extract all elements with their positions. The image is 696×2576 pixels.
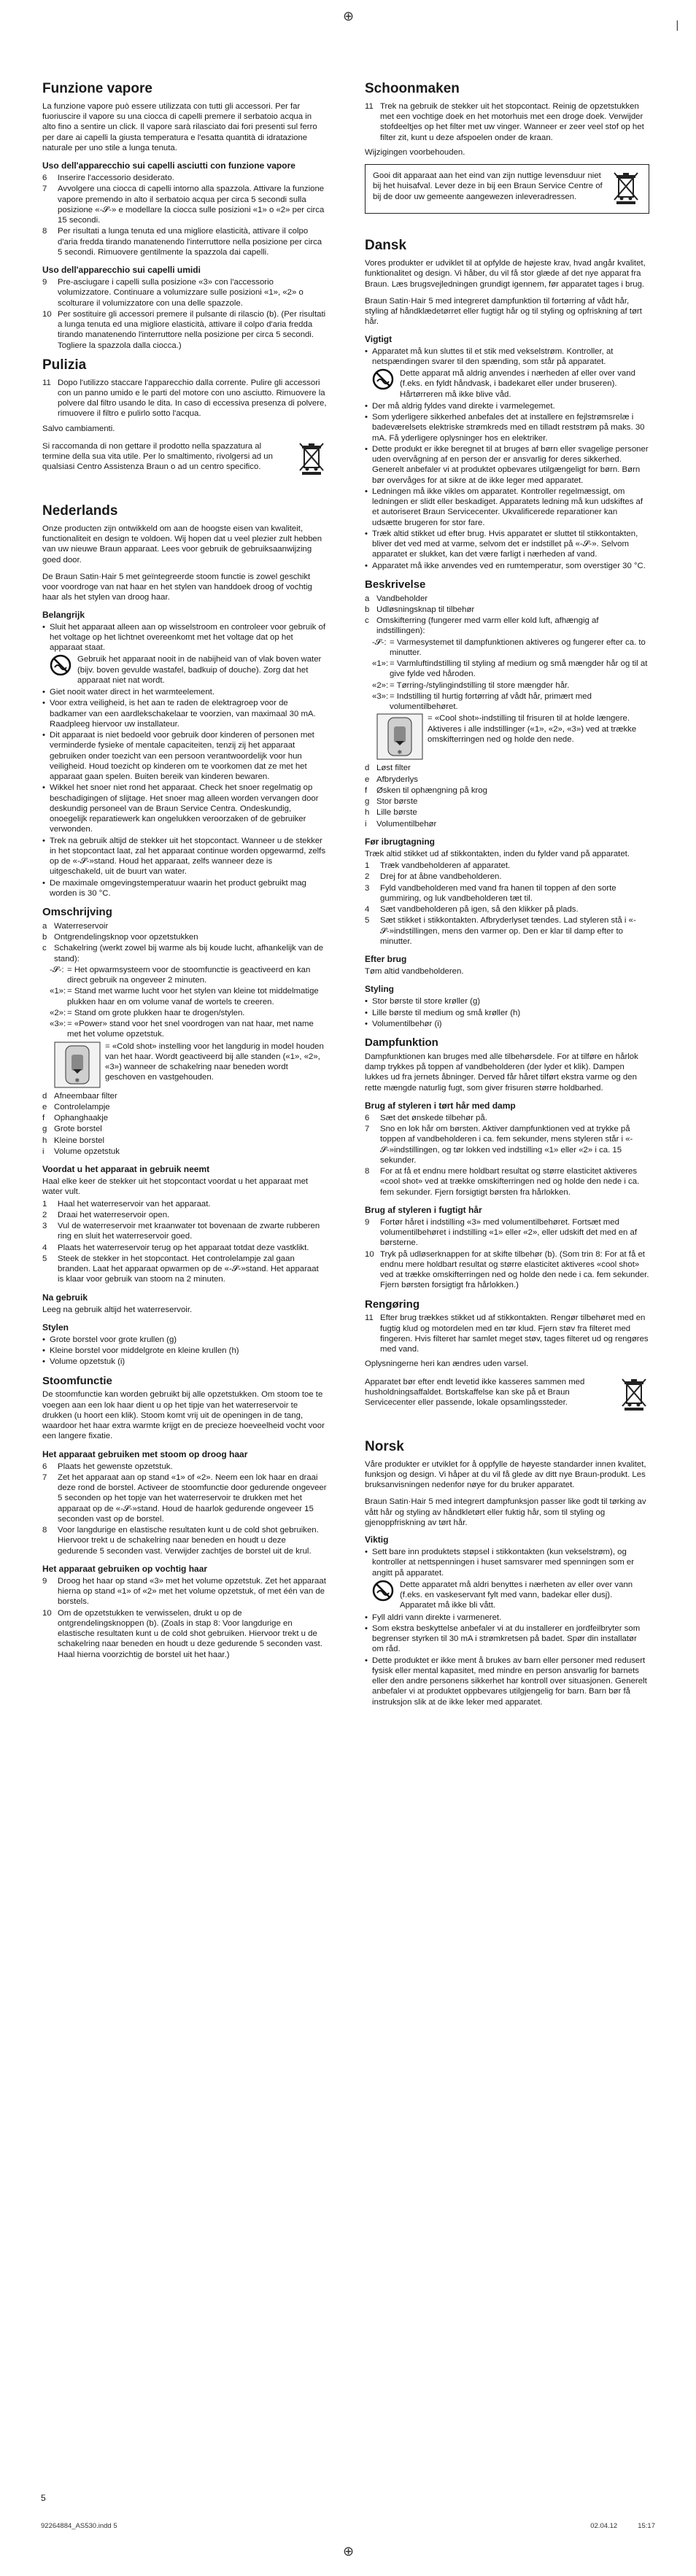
da-first-use-intro: Træk altid stikket ud af stikkontakten, inden du fylder vand på apparatet.	[365, 849, 630, 858]
description-item: a Waterreservoir	[42, 921, 109, 931]
svg-text:❄: ❄	[397, 749, 403, 756]
step-item: 6 Inserire l'accessorio desiderato.	[42, 174, 174, 182]
right-column	[365, 80, 649, 1708]
step-item: 9 Fortør håret i indstilling «3» med volumentilbehøret. Fortsæt med volumentilbehøret i indstilling «1» eller «2», eller udskift det med en af børsterne.	[365, 1217, 638, 1248]
da-steam-heading: Dampfunktion	[365, 1036, 438, 1049]
description-item: g Stor børste	[365, 797, 418, 806]
nl-styling-heading: Stylen	[42, 1322, 69, 1332]
nl-recycle-notice	[365, 164, 649, 214]
it-notice: Salvo cambiamenti.	[42, 424, 115, 433]
print-slug-time: 15:17	[638, 2522, 655, 2530]
description-item: i Volumentilbehør	[365, 819, 437, 829]
da-warning-text: Dette apparat må aldrig anvendes i nærheden af eller over vand (f.eks. en fyldt håndvask, i badekaret eller under bruseren). Hårtørreren må ikke blive våd.	[400, 369, 635, 399]
registration-mark-bottom: ⊕	[343, 2544, 355, 2559]
description-item: a Vandbeholder	[365, 594, 428, 603]
it-recycle-text: Si raccomanda di non gettare il prodotto nella spazzatura al termine della sua vita utile. Per lo smaltimento, rivolgersi ad un qualsiasi Centro Assistenza Braun o ad un centro specifico.	[42, 441, 273, 472]
description-item: h Kleine borstel	[42, 1136, 105, 1145]
section-title-it-cleaning: Pulizia	[42, 357, 87, 373]
setting-item: «2»: = Tørring-/stylingindstilling til store mængder hår.	[372, 680, 570, 690]
da-bullet: • Apparatet må ikke anvendes ved en rumtemperatur, som overstiger 30 °C.	[365, 561, 649, 571]
step-item: 10 Om de opzetstukken te verwisselen, drukt u op de ontgrendelingsknoppen (b). (Zoals in stap 8: Voor langdurige en elastische resultaten kunt u de cold shot gebruiken. Hiervoor trekt u de schakelring naar beneden en houdt u deze gedurende 5 seconden vast. Haal hierna voorzichtig de borstel uit het haar.)	[42, 1608, 322, 1659]
da-important-heading: Vigtigt	[365, 333, 393, 344]
print-slug-file: 92264884_AS530.indd 5	[41, 2522, 117, 2530]
step-item: 11 Trek na gebruik de stekker uit het stopcontact. Reinig de opzetstukken met een vochtige doek en het motorhuis met een droge doek. Verwijder stofdeeltjes op het filter met uw vinger. Wanneer er zeer veel stof op het filter zit, kunt u deze afspoelen onder de kraan.	[365, 101, 644, 142]
setting-item: «2»: = Stand om grote plukken haar te drogen/stylen.	[50, 1008, 245, 1017]
nl-styling-item: • Grote borstel voor grote krullen (g)	[42, 1335, 327, 1345]
da-wet-heading: Brug af styleren i fugtigt hår	[365, 1204, 482, 1215]
nl-styling-item: • Kleine borstel voor middelgrote en kleine krullen (h)	[42, 1346, 327, 1356]
it-wet-heading: Uso dell'apparecchio sui capelli umidi	[42, 265, 201, 275]
da-bullet: • Ledningen må ikke vikles om apparatet. Kontroller regelmæssigt, om ledningen er slidt eller beskadiget. Apparatets ledning må kun udskiftes af et autoriseret Braun Servicecenter. Ukvalificerede reparationer kan udsætte brugeren for stor fare.	[365, 486, 649, 528]
section-title-it-steam: Funzione vapore	[42, 81, 152, 96]
description-item: e Afbryderlys	[365, 775, 418, 784]
no-water-warning-icon	[372, 368, 395, 393]
da-wet-steps	[365, 1217, 649, 1291]
description-item: g Grote borstel	[42, 1125, 102, 1134]
step-item: 8 Per risultati a lunga tenuta ed una migliore elasticità, attivare il colpo d'aria fredda tirando manatenendo l'interruttore nella posizione per circa 5 secondi. Rimuovere gentilmente la spazzola dai capelli.	[42, 227, 322, 257]
da-bullet: • Der må aldrig fyldes vand direkte i varmelegemet.	[365, 401, 649, 411]
setting-item: «3»: = Indstilling til hurtig fortørring af vådt hår, primært med volumentilbehøret.	[372, 691, 592, 711]
nl-first-use-intro: Haal elke keer de stekker uit het stopcontact voordat u het apparaat met water vult.	[42, 1177, 309, 1197]
step-item: 2 Drej for at åbne vandbeholderen.	[365, 872, 502, 882]
step-item: 1 Træk vandbeholderen af apparatet.	[365, 861, 511, 870]
step-item: 6 Sæt det ønskede tilbehør på.	[365, 1113, 487, 1122]
nl-steam-text: De stoomfunctie kan worden gebruikt bij alle opzetstukken. Om stoom toe te voegen aan een lok haar dient u op het tipje van het waterreservoir te drukken (u hoort een klik). Stoom komt vrij uit de openingen in de tang, waardoor het haar extra warmte krijgt en de precieze hoeveelheid vocht voor een langere fixatie.	[42, 1390, 325, 1441]
da-dry-steps	[365, 1113, 649, 1198]
da-intro-2: Braun Satin·Hair 5 med integreret dampfunktion til fortørring af vådt hår, styling af håndklædetørret eller fugtigt hår og til styling og opfriskning af tørt hår.	[365, 296, 642, 327]
da-after-use-text: Tøm altid vandbeholderen.	[365, 967, 464, 976]
description-item: c Omskifterring (fungerer med varm eller kold luft, afhængig af indstillingen):	[365, 616, 599, 636]
crossed-bin-icon	[612, 171, 641, 207]
description-item: c Schakelring (werkt zowel bij warme als bij koude lucht, afhankelijk van de stand):	[42, 944, 324, 963]
da-styling-heading: Styling	[365, 984, 395, 995]
da-bullet: • Træk altid stikket ud efter brug. Hvis apparatet er sluttet til stikkontakten, bliver det ved med at varme, selvom det er indstillet på «-𝓢-». Selvom apparatet er slukket, kan det være farligt i nærheden af vand.	[365, 529, 649, 560]
da-description-heading: Beskrivelse	[365, 578, 426, 591]
da-description-list	[365, 594, 649, 829]
section-title-dansk: Dansk	[365, 238, 407, 254]
nl-description-heading: Omschrijving	[42, 906, 112, 918]
section-title-nederlands: Nederlands	[42, 503, 118, 519]
da-dry-heading: Brug af styleren i tørt hår med damp	[365, 1100, 516, 1111]
no-important-heading: Viktig	[365, 1535, 389, 1545]
setting-item: «1»: = Stand met warme lucht voor het stylen van kleine tot middelmatige plukken haar en om volume vanaf de wortels te creeren.	[50, 987, 319, 1006]
step-item: 8 Voor langdurige en elastische resultaten kunt u de cold shot gebruiken. Hiervoor trekt u de schakelring naar beneden en houdt u deze gedurende 5 seconden vast. Verwijder zachtjes de borstel uit de krul.	[42, 1526, 319, 1556]
section-title-norsk: Norsk	[365, 1438, 404, 1454]
description-item: f Ophanghaakje	[42, 1114, 109, 1122]
nl-bullet: • Sluit het apparaat alleen aan op wisselstroom en controleer voor gebruik of het voltage op het lichtnet overeenkomt met het voltage dat op het apparaat staat.	[42, 622, 327, 653]
da-styling-item: • Stor børste til store krøller (g)	[365, 996, 649, 1006]
da-after-use-heading: Efter brug	[365, 954, 407, 964]
nl-cold-shot-text: = «Cold shot» instelling voor het langdurig in model houden van het haar. Wordt geactiveerd bij alle standen («1», «2», «3») wanneer de schakelring naar beneden wordt geschoven en vastgehouden.	[105, 1041, 324, 1082]
da-steam-text: Dampfunktionen kan bruges med alle tilbehørsdele. For at tilføre en hårlok damp trykkes på toppen af vandbeholderen (der lyder et klik). Dampen lukkes ud fra jernets åbninger. Derved får håret tilført ekstra varme og den rette mængde naturlig fugt, som giver frisuren større holdbarhed.	[365, 1052, 638, 1093]
registration-mark-top: ⊕	[343, 9, 355, 24]
nl-styling-item: • Volume opzetstuk (i)	[42, 1357, 327, 1367]
step-item: 10 Per sostituire gli accessori premere il pulsante di rilascio (b). (Per risultati a lunga tenuta ed una migliore elasticità, attivare il colpo d'aria fredda tirando manatenendo l'interruttore nella posizione per circa 5 secondi. Togliere la spazzola dalla ciocca.)	[42, 309, 326, 350]
da-first-use-heading: Før ibrugtagning	[365, 836, 435, 847]
cold-shot-switch-illustration	[54, 1041, 101, 1088]
da-bullet: • Dette produkt er ikke beregnet til at bruges af børn eller svagelige personer uden overvågning af en person der er ansvarlig for deres sikkerhed. Generelt anbefaler vi at produktet opbevares utilgængeligt for børn. Børn bør overvåges for at sikre at de ikke leger med apparatet.	[365, 444, 649, 486]
nl-wet-steps	[42, 1576, 327, 1660]
nl-bullet: • De maximale omgevingstemperatuur waarin het product gebruikt mag worden is 30 °C.	[42, 878, 327, 899]
no-bullet: • Dette produktet er ikke ment å brukes av barn eller personer med redusert fysisk eller mental kapasitet, med mindre en person ansvarlig for barnets eller den andre personens sikkerhet har kontroll over situasjonen. Generelt anbefaler vi at produktet oppbevares utilgjengelig for barn. Barn bør få instruksjon slik at de ikke leker med apparatet.	[365, 1656, 649, 1707]
step-item: 2 Draai het waterreservoir open.	[42, 1210, 170, 1219]
it-recycle-notice	[42, 441, 327, 478]
da-recycle-notice	[365, 1377, 649, 1413]
crop-mark-right: |	[676, 20, 679, 31]
step-item: 5 Sæt stikket i stikkontakten. Afbryderlyset tændes. Lad styleren stå i «-𝓢-»indstillingen, mens den varmer op. Den er klar til damp efter to minutter.	[365, 916, 636, 946]
description-item: d Afneembaar filter	[42, 1091, 117, 1101]
description-item: i Volume opzetstuk	[42, 1147, 120, 1156]
print-slug	[41, 2522, 655, 2530]
no-intro-1: Våre produkter er utviklet for å oppfylle de høyeste standarder innen kvalitet, funksjon og design. Vi håper at du vil få glede av ditt nye Braun-produkt. Les bruksanvisningen nedenfor nøye for du bruker apparatet.	[365, 1459, 646, 1489]
nl-recycle-text: Gooi dit apparaat aan het eind van zijn nuttige levensduur niet bij het huisafval. Lever deze in bij een Braun Service Centre of bij de door uw gemeente aangewezen inleveradressen.	[373, 171, 603, 201]
da-styling-item: • Volumentilbehør (i)	[365, 1019, 649, 1029]
no-warning	[372, 1580, 649, 1611]
nl-description-list	[42, 921, 327, 1157]
no-bullet: • Fyll aldri vann direkte i varmeneret.	[365, 1613, 649, 1623]
left-column	[42, 80, 327, 1664]
da-first-use-steps	[365, 861, 649, 947]
step-item: 7 Avvolgere una ciocca di capelli intorno alla spazzola. Attivare la funzione vapore premendo in alto il serbatoio acqua per circa 5 secondi sulla posizione «-𝓢-» e modellare la ciocca sulle posizioni «1» o «2» per circa 15 secondi.	[42, 185, 325, 225]
da-bullet: • Som yderligere sikkerhed anbefales det at installere en fejlstrømsrelæ i badeværelsets elektriske strømkreds med en tilladt reststrøm på maks. 30 mA. Få yderligere oplysninger hos en elektriker.	[365, 412, 649, 443]
step-item: 8 For at få et endnu mere holdbart resultat og større elasticitet aktiveres «cool shot» ved at trække omskifterringen ned og holde den nede i ca. fem sekunder. Fjern forsigtigt børsten fra hårlokken.	[365, 1167, 640, 1197]
da-styling-item: • Lille børste til medium og små krøller (h)	[365, 1008, 649, 1018]
step-item: 10 Tryk på udløserknappen for at skifte tilbehør (b). (Som trin 8: For at få et endnu mere holdbart resultat og større elasticitet aktiveres «cool shot» ved at trække omskifterringen ned og holde den nede i ca. fem sekunder. Fjern børsten forsigtigt fra hårlokken.)	[365, 1249, 649, 1290]
no-bullet: • Sett bare inn produktets støpsel i stikkontakten (kun vekselstrøm), og kontroller at nettspenningen i huset samsvarer med spenningen som er angitt på apparatet.	[365, 1547, 649, 1578]
nl-important-heading: Belangrijk	[42, 609, 85, 620]
setting-item: «1»: = Varmluftindstilling til styling af medium og små mængder hår og til at give fylde ved håroden.	[372, 659, 648, 679]
nl-bullet: • Wikkel het snoer niet rond het apparaat. Check het snoer regelmatig op beschadigingen of slijtage. Het snoer mag alleen worden vervangen door deskundig personeel van de Braun Service Centra. Ondeskundig, onoegelijk reparatiewerk kan ongelukken veroorzaken of de gebruiker verwonden.	[42, 783, 327, 834]
nl-bullet: • Trek na gebruik altijd de stekker uit het stopcontact. Wanneer u de stekker in het stopcontact laat, zal het apparaat continue worden opgewarmd, zelfs op de «-𝓢-»stand. Houd het apparaat, zelfs wanneer deze is uitgeschakeld, uit de buurt van water.	[42, 836, 327, 877]
nl-warning	[50, 654, 327, 686]
it-dry-steps	[42, 173, 327, 257]
description-item: b Udløsningsknap til tilbehør	[365, 605, 475, 614]
da-bullet: • Apparatet må kun sluttes til et stik med vekselstrøm. Kontroller, at netspændingen svarer til den spænding, som står på apparatet.	[365, 346, 649, 368]
setting-item: «3»: = «Power» stand voor het snel voordrogen van nat haar, met name met het volume opzetstuk.	[50, 1020, 314, 1039]
nl-wet-heading: Het apparaat gebruiken op vochtig haar	[42, 1563, 208, 1574]
svg-text:❄: ❄	[74, 1076, 80, 1084]
nl-clean-steps	[365, 101, 649, 143]
nl-dry-steps	[42, 1462, 327, 1556]
description-item: e Controlelampje	[42, 1102, 110, 1112]
step-item: 4 Sæt vandbeholderen på igen, så den klikker på plads.	[365, 905, 579, 914]
cool-shot-switch-illustration	[376, 713, 423, 760]
step-item: 9 Pre-asciugare i capelli sulla posizione «3» con l'accessorio volumizzatore. Continuare a volumizzare sulle posizioni «1», «2» o scolturare il volumizzatore con una delle spazzole.	[42, 278, 303, 308]
no-intro-2: Braun Satin·Hair 5 med integrert dampfunksjon passer like godt til tørking av vått hår og styling av håndkletørt eller fuktig hår, som til styling og gjenoppfriskning av tørt hår.	[365, 1497, 646, 1527]
setting-item: -𝓢-: = Het opwarmsysteem voor de stoomfunctie is geactiveerd en kan direct gebruik na ongeveer 2 minuten.	[50, 965, 311, 985]
step-item: 11 Dopo l'utilizzo staccare l'apparecchio dalla corrente. Pulire gli accessori con un panno umido e le parti del motore con uno asciutto. Rimuovere la polvere dal filtro usando le dita. In caso di eccessiva presenza di polvere, rimuovere il filtro e pulirlo sotto l'acqua.	[42, 378, 327, 419]
da-recycle-text: Apparatet bør efter endt levetid ikke kasseres sammen med husholdningsaffaldet. Bortskaffelse kan ske på et Braun Servicecenter eller passende, lokale opsamlingssteder.	[365, 1377, 585, 1407]
it-steam-intro: La funzione vapore può essere utilizzata con tutti gli accessori. Per far fuoriuscire il vapore su una ciocca di capelli premere il serbatoio acqua in alto fino a sentire un click. Il vapore sarà rilasciato dai fori presenti sul ferro per dare ai capelli la giusta temperatura e l'esatta quantità di idratazione naturale per uno stile a lunga tenuta.	[42, 101, 317, 152]
step-item: 4 Plaats het waterreservoir terug op het apparaat totdat deze vastklikt.	[42, 1243, 309, 1252]
no-water-warning-icon	[372, 1580, 395, 1605]
da-warning	[372, 368, 649, 400]
nl-after-use-text: Leeg na gebruik altijd het waterreservoir.	[42, 1305, 193, 1314]
description-item: f Øsken til ophængning på krog	[365, 785, 487, 795]
nl-warning-text: Gebruik het apparaat nooit in de nabijheid van of vlak boven water (bijv. boven gevulde wastafel, badkuip of douche). Zorg dat het apparaat niet nat wordt.	[77, 655, 322, 685]
crossed-bin-icon	[298, 441, 327, 478]
nl-dry-heading: Het apparaat gebruiken met stoom op droog haar	[42, 1448, 248, 1459]
nl-intro-2: De Braun Satin·Hair 5 met geïntegreerde stoom functie is zowel geschikt voor voordroge van nat haar en het stylen van handdoek droog of vochtig haar als het stylen van droog haar.	[42, 572, 312, 602]
no-warning-text: Dette apparatet må aldri benyttes i nærheten av eller over vann (f.eks. en vaskeservant fylt med vann, badekar eller dusj). Apparatet må ikke bli vått.	[400, 1580, 633, 1610]
nl-steam-heading: Stoomfunctie	[42, 1374, 112, 1387]
print-slug-date: 02.04.12	[590, 2522, 618, 2530]
da-notice: Oplysningerne heri kan ændres uden varsel.	[365, 1359, 529, 1369]
description-item: d Løst filter	[365, 764, 411, 773]
step-item: 7 Sno en lok hår om børsten. Aktiver dampfunktionen ved at trykke på toppen af vandbeholderen i ca. fem sekunder, mens styleren står i «-𝓢-»indstillingen, og tør lokken ved indstilling «1» eller «2» i ca. 15 sekunder.	[365, 1125, 633, 1165]
da-clean-steps	[365, 1313, 649, 1354]
section-title-nl-cleaning: Schoonmaken	[365, 81, 460, 96]
it-dry-heading: Uso dell'apparecchio sui capelli asciutti con funzione vapore	[42, 160, 295, 171]
step-item: 3 Vul de waterreservoir met kraanwater tot bovenaan de zwarte rubberen ring en sluit het waterreservoir goed.	[42, 1222, 320, 1241]
nl-after-use-heading: Na gebruik	[42, 1292, 88, 1303]
da-cleaning-heading: Rengøring	[365, 1297, 419, 1311]
page-number: 5	[41, 2493, 46, 2503]
it-wet-steps	[42, 277, 327, 351]
crossed-bin-icon	[620, 1377, 649, 1413]
nl-bullet: • Giet nooit water direct in het warmteelement.	[42, 687, 327, 697]
step-item: 9 Droog het haar op stand «3» met het volume opzetstuk. Zet het apparaat hierna op stand «1» of «2» met het volume opzetstuk, of met één van de borstels.	[42, 1576, 326, 1607]
step-item: 3 Fyld vandbeholderen med vand fra hanen til toppen af den sorte gummiring, og luk vandbeholderen tæt til.	[365, 883, 616, 903]
no-water-warning-icon	[50, 654, 73, 679]
nl-notice: Wijzigingen voorbehouden.	[365, 147, 465, 157]
da-cool-shot	[376, 713, 649, 760]
description-item: b Ontgrendelingsknop voor opzetstukken	[42, 933, 198, 942]
nl-first-use-heading: Voordat u het apparaat in gebruik neemt	[42, 1164, 210, 1174]
step-item: 11 Efter brug trækkes stikket ud af stikkontakten. Rengør tilbehøret med en fugtig klud og motordelen med en tør klud. Fjern støv fra filteret med fingeren. Hvis filteret har samlet meget støv, tages filteret ud og rengøres med vand.	[365, 1314, 649, 1354]
nl-cold-shot	[54, 1041, 327, 1088]
step-item: 7 Zet het apparaat aan op stand «1» of «2». Neem een lok haar en draai deze rond de borstel. Activeer de stoomfunctie door gedurende ongeveer 5 seconden op het topje van het waterreservoir te drukken met het apparaat op de «-𝓢-»stand. Houd de haarlok gedurende ongeveer 15 seconden vast op de borstel.	[42, 1473, 327, 1524]
step-item: 6 Plaats het gewenste opzetstuk.	[42, 1462, 173, 1471]
nl-intro-1: Onze producten zijn ontwikkeld om aan de hoogste eisen van kwaliteit, functionaliteit en design te voldoen. Wij hopen dat u veel plezier zult hebben van uw nieuwe Braun apparaat. Lees voor gebruik de gebruiksaanwijzing goed door.	[42, 524, 322, 565]
da-cool-shot-text: = «Cool shot»-indstilling til frisuren til at holde længere. Aktiveres i alle indstillinger («1», «2», «3») ved at trække omskifterringen ned og holde den nede.	[428, 714, 637, 744]
setting-item: -𝓢-: = Varmesystemet til dampfunktionen aktiveres og fungerer efter ca. to minutter.	[372, 637, 646, 657]
no-bullet: • Som ekstra beskyttelse anbefaler vi at du installerer en jordfeilbryter som begrenser styrken til 30 mA i strømkretsen på badet. Spør din installatør om råd.	[365, 1623, 649, 1655]
step-item: 5 Steek de stekker in het stopcontact. Het controlelampje zal gaan branden. Laat het apparaat opwarmen op de «-𝓢-»stand. Het apparaat is klaar voor gebruik van stoom na 2 minuten.	[42, 1254, 319, 1284]
da-intro-1: Vores produkter er udviklet til at opfylde de højeste krav, hvad angår kvalitet, funktionalitet og design. Vi håber, du vil få stor glæde af det nye apparat fra Braun. Læs brugsvejledningen grundigt igennem, før apparatet tages i brug.	[365, 259, 646, 289]
nl-first-use-steps	[42, 1199, 327, 1285]
step-item: 1 Haal het waterreservoir van het apparaat.	[42, 1199, 211, 1209]
it-clean-steps	[42, 378, 327, 419]
description-item: h Lille børste	[365, 808, 417, 818]
nl-bullet: • Voor extra veiligheid, is het aan te raden de elektragroep voor de badkamer van een aardlekschakelaar te voorzien, van maximaal 30 mA. Raadpleeg hiervoor uw installateur.	[42, 698, 327, 729]
nl-bullet: • Dit apparaat is niet bedoeld voor gebruik door kinderen of personen met verminderde fysieke of mentale capaciteiten, tenzij zij het apparaat gebruiken onder toezicht van een persoon verantwoordelijk voor hun veiligheid. Houd toezicht op kinderen om te voorkomen dat ze met het apparaat gaan spelen. Buiten bereik van kinderen bewaren.	[42, 730, 327, 782]
